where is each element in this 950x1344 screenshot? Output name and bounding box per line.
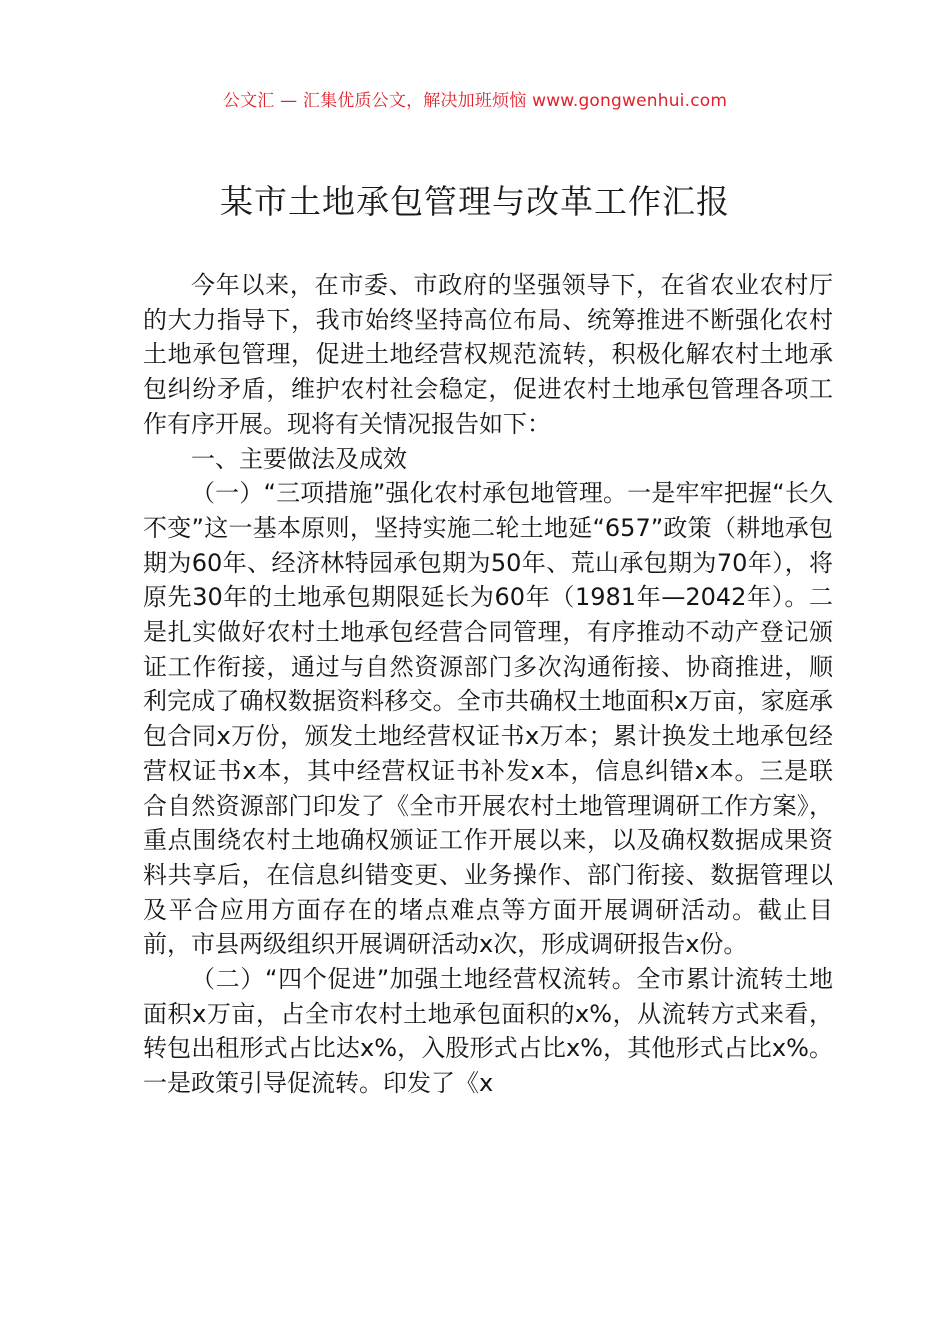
document-body xyxy=(143,268,833,1101)
page-title: 某市土地承包管理与改革工作汇报 xyxy=(220,182,730,221)
section-heading: 一、主要做法及成效 xyxy=(191,444,407,473)
paragraph-subsection-1: （一）“三项措施”强化农村承包地管理。一是牢牢把握“长久不变”这一基本原则，坚持实施二轮土地延“657”政策（耕地承包期为60年、经济林特园承包期为50年、荒山承包期为70年），将原先30年的土地承包期限延长为60年（1981年—2042年）。二是扎实做好农村土地承包经营合同管理，有序推动不动产登记颁证工作衔接，通过与自然资源部门多次沟通衔接、协商推进，顺利完成了确权数据资料移交。全市共确权土地面积x万亩，家庭承包合同x万份，颁发土地经营权证书x万本；累计换发土地承包经营权证书x本，其中经营权证书补发x本，信息纠错x本。三是联合自然资源部门印发了《全市开展农村土地管理调研工作方案》，重点围绕农村土地确权颁证工作开展以来，以及确权数据成果资料共享后，在信息纠错变更、业务操作、部门衔接、数据管理以及平合应用方面存在的堵点难点等方面开展调研活动。截止目前，市县两级组织开展调研活动x次，形成调研报告x份。 xyxy=(143,479,833,959)
paragraph-subsection-2: （二）“四个促进”加强土地经营权流转。全市累计流转土地面积x万亩，占全市农村土地承包面积的x%，从流转方式来看，转包出租形式占比达x%，入股形式占比x%，其他形式占比x%。一是政策引导促流转。印发了《x xyxy=(143,965,833,1098)
header-banner: 公文汇 — 汇集优质公文，解决加班烦恼 www.gongwenhui.com xyxy=(222,91,728,111)
intro-paragraph: 今年以来，在市委、市政府的坚强领导下，在省农业农村厅的大力指导下，我市始终坚持高位布局、统筹推进不断强化农村土地承包管理，促进土地经营权规范流转，积极化解农村土地承包纠纷矛盾，维护农村社会稳定，促进农村土地承包管理各项工作有序开展。现将有关情况报告如下： xyxy=(143,271,833,438)
